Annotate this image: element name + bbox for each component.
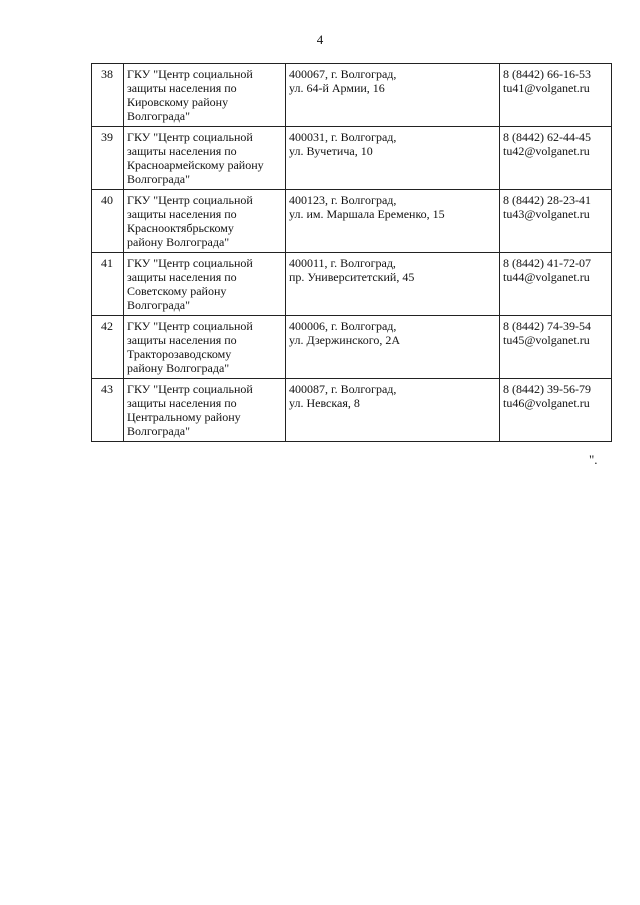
phone-number: 8 (8442) 66-16-53 — [503, 67, 591, 81]
row-number: 41 — [92, 253, 124, 316]
table-row — [92, 379, 612, 442]
address: 400123, г. Волгоград, ул. им. Маршала Еременко, 15 — [286, 190, 500, 253]
phone-number: 8 (8442) 28-23-41 — [503, 193, 591, 207]
table-row — [92, 64, 612, 127]
address: 400006, г. Волгоград, ул. Дзержинского, 2А — [286, 316, 500, 379]
address: 400031, г. Волгоград, ул. Вучетича, 10 — [286, 127, 500, 190]
phone-number: 8 (8442) 41-72-07 — [503, 256, 591, 270]
address: 400087, г. Волгоград, ул. Невская, 8 — [286, 379, 500, 442]
row-number: 40 — [92, 190, 124, 253]
email-address: tu46@volganet.ru — [503, 396, 590, 410]
phone-number: 8 (8442) 62-44-45 — [503, 130, 591, 144]
institution-name: ГКУ "Центр социальной защиты населения по Тракторозаводскому району Волгограда" — [124, 316, 286, 379]
institution-name: ГКУ "Центр социальной защиты населения по Красноармейскому району Волгограда" — [124, 127, 286, 190]
row-number: 38 — [92, 64, 124, 127]
address: 400011, г. Волгоград, пр. Университетский, 45 — [286, 253, 500, 316]
institution-name: ГКУ "Центр социальной защиты населения по Советскому району Волгограда" — [124, 253, 286, 316]
email-address: tu44@volganet.ru — [503, 270, 590, 284]
row-number: 43 — [92, 379, 124, 442]
email-address: tu43@volganet.ru — [503, 207, 590, 221]
social-protection-centers-table — [91, 63, 612, 442]
table-row — [92, 127, 612, 190]
contact-cell — [500, 379, 612, 442]
row-number: 42 — [92, 316, 124, 379]
contact-cell — [500, 190, 612, 253]
closing-quote-mark: ". — [589, 452, 598, 467]
contact-cell — [500, 127, 612, 190]
email-address: tu41@volganet.ru — [503, 81, 590, 95]
table-row — [92, 316, 612, 379]
phone-number: 8 (8442) 74-39-54 — [503, 319, 591, 333]
institution-name: ГКУ "Центр социальной защиты населения по Краснооктябрьскому району Волгограда" — [124, 190, 286, 253]
contact-cell — [500, 253, 612, 316]
table-row — [92, 253, 612, 316]
institution-name: ГКУ "Центр социальной защиты населения по Центральному району Волгограда" — [124, 379, 286, 442]
email-address: tu42@volganet.ru — [503, 144, 590, 158]
contact-cell — [500, 316, 612, 379]
email-address: tu45@volganet.ru — [503, 333, 590, 347]
phone-number: 8 (8442) 39-56-79 — [503, 382, 591, 396]
address: 400067, г. Волгоград, ул. 64-й Армии, 16 — [286, 64, 500, 127]
page-number: 4 — [316, 32, 324, 47]
table-row — [92, 190, 612, 253]
contact-cell — [500, 64, 612, 127]
row-number: 39 — [92, 127, 124, 190]
institution-name: ГКУ "Центр социальной защиты населения по Кировскому району Волгограда" — [124, 64, 286, 127]
